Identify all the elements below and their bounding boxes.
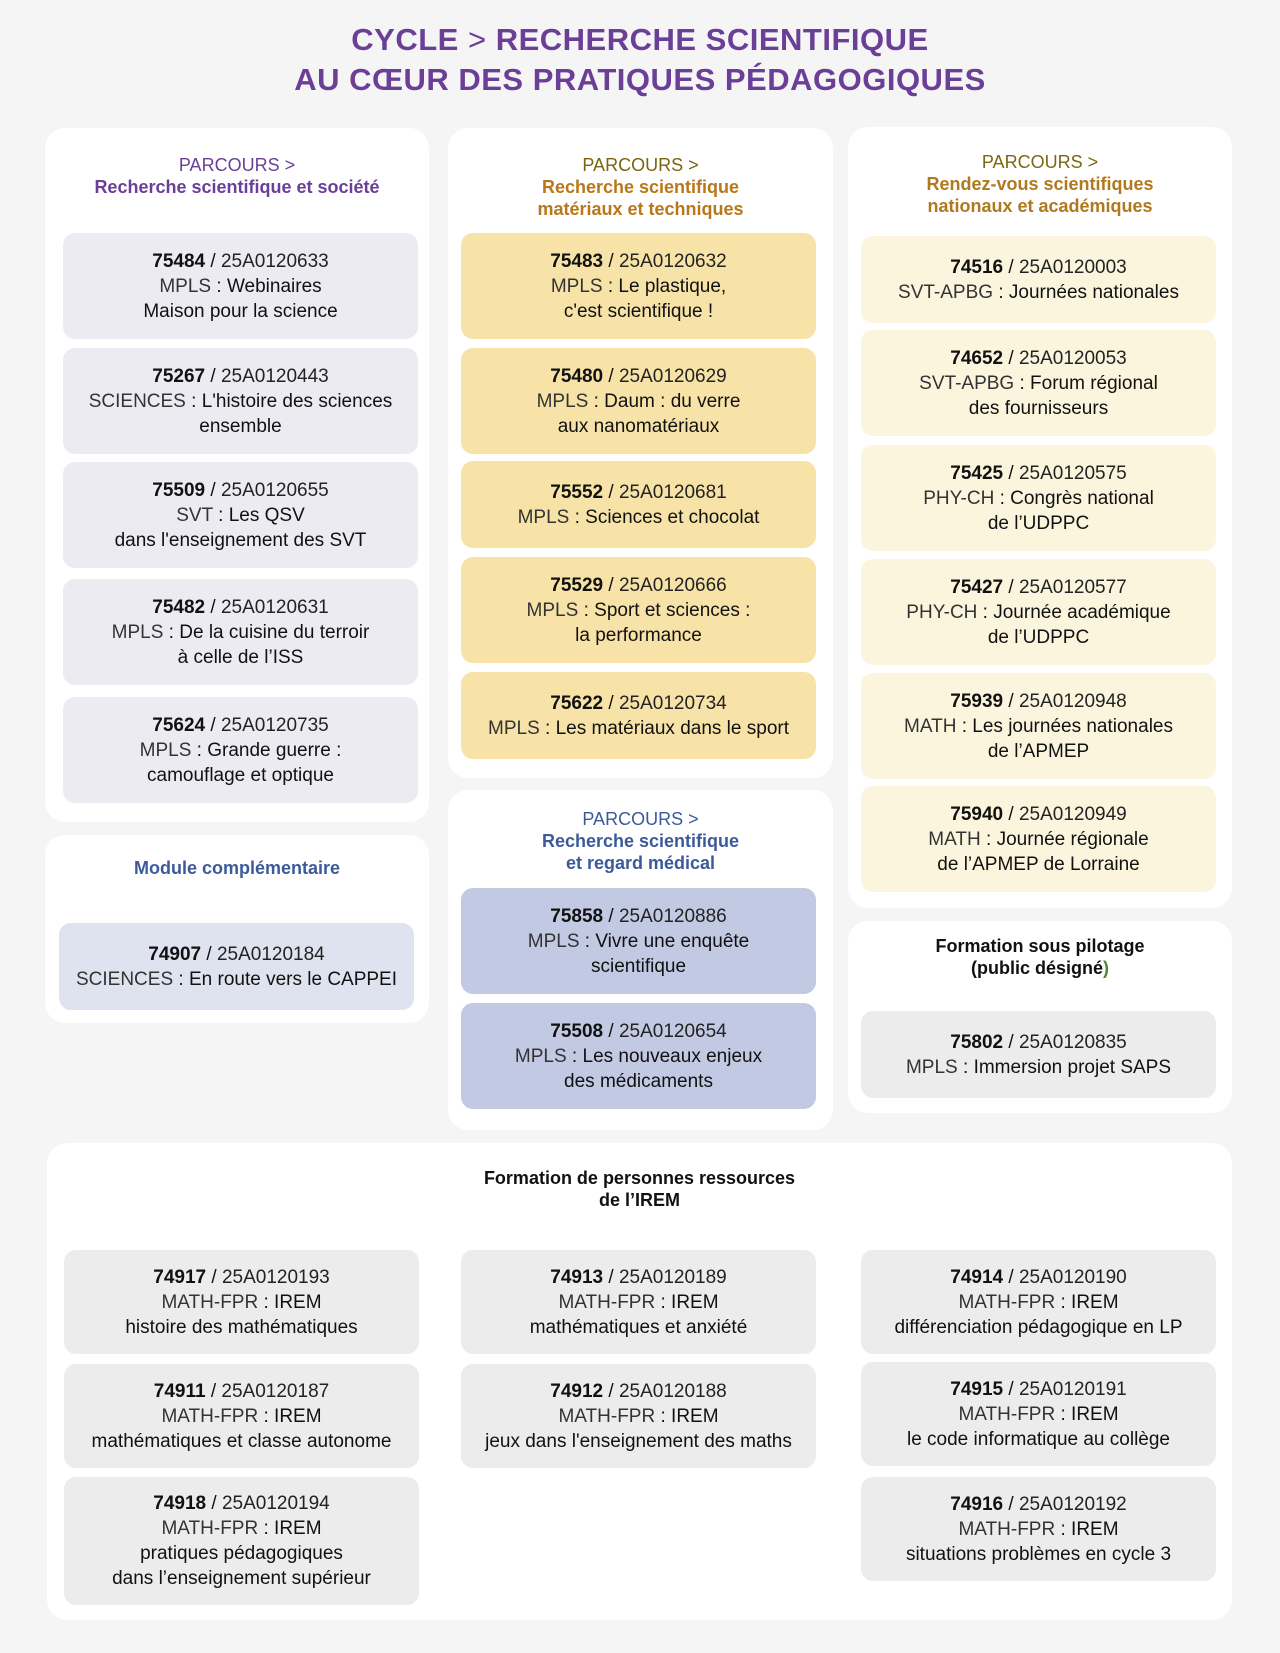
card-l1: IREM	[274, 1518, 322, 1539]
course-card	[63, 233, 418, 339]
card-ref: 25A0120835	[1018, 1031, 1127, 1053]
card-ref: 25A0120948	[1018, 690, 1127, 712]
card-ref: 25A0120188	[618, 1380, 727, 1402]
card-id: 75624	[152, 714, 206, 736]
card-domain: SCIENCES	[88, 390, 186, 412]
card-code: 75529 / 25A0120666	[550, 574, 727, 596]
card-domain: MPLS	[111, 621, 164, 643]
course-card	[461, 1364, 816, 1468]
card-code: 74652 / 25A0120053	[950, 347, 1127, 369]
card-domain: MPLS	[159, 275, 212, 297]
card-domain: MATH-FPR	[958, 1518, 1056, 1540]
card-title-line1: SCIENCES : L'histoire des sciences	[88, 390, 393, 412]
panel-header	[448, 154, 833, 220]
parcours-kicker: PARCOURS >	[582, 155, 699, 175]
parcours-kicker: PARCOURS >	[981, 152, 1099, 172]
card-code: 75622 / 25A0120734	[550, 692, 727, 714]
card-id: 74916	[950, 1493, 1004, 1515]
card-ref: 25A0120191	[1018, 1378, 1127, 1400]
card-code: 74911 / 25A0120187	[153, 1380, 330, 1402]
card-l2: Maison pour la science	[143, 300, 338, 322]
card-code: 74907 / 25A0120184	[148, 943, 325, 965]
course-card	[63, 579, 418, 685]
card-domain: MATH	[904, 715, 957, 737]
card-id: 75939	[950, 690, 1004, 712]
card-id: 75552	[550, 481, 604, 503]
card-l2: situations problèmes en cycle 3	[905, 1543, 1172, 1565]
card-l2: de l’APMEP	[987, 740, 1090, 762]
card-code: 75508 / 25A0120654	[550, 1020, 727, 1042]
page-title	[0, 20, 1280, 100]
card-id: 75802	[950, 1031, 1004, 1053]
card-l1: Les journées nationales	[972, 715, 1173, 737]
course-card	[861, 1362, 1216, 1466]
card-domain: MATH-FPR	[558, 1405, 656, 1427]
card-l2: mathématiques et classe autonome	[91, 1430, 392, 1452]
card-l1: Vivre une enquête	[595, 930, 750, 952]
course-card	[461, 461, 816, 548]
card-title-line1: MPLS : Le plastique,	[550, 275, 727, 297]
card-id: 75427	[950, 576, 1004, 598]
title-topic: RECHERCHE SCIENTIFIQUE	[495, 22, 929, 57]
card-code: 74914 / 25A0120190	[950, 1266, 1127, 1288]
card-domain: MATH-FPR	[161, 1518, 259, 1539]
card-title-line1: SVT-APBG : Journées nationales	[898, 281, 1179, 303]
module-name: Module complémentaire	[133, 858, 341, 878]
course-card	[861, 445, 1216, 551]
course-card	[861, 1250, 1216, 1354]
course-card	[63, 348, 418, 454]
panel-header	[848, 151, 1232, 217]
course-card	[64, 1364, 419, 1468]
course-card	[461, 1250, 816, 1354]
card-id: 75940	[950, 803, 1004, 825]
card-l2: à celle de l’ISS	[177, 646, 304, 668]
card-code: 75802 / 25A0120835	[950, 1031, 1127, 1053]
panel-header	[448, 808, 833, 874]
panel-header	[45, 857, 429, 879]
title-line2: AU CŒUR DES PRATIQUES PÉDAGOGIQUES	[294, 62, 986, 97]
card-id: 75508	[550, 1020, 604, 1042]
course-card	[461, 1003, 816, 1109]
course-card	[861, 786, 1216, 892]
card-id: 74914	[950, 1266, 1004, 1288]
parcours-name: Recherche scientifique et société	[94, 177, 380, 197]
course-card	[861, 1011, 1216, 1098]
card-l2: camouflage et optique	[147, 764, 334, 786]
card-ref: 25A0120734	[618, 692, 727, 714]
parcours-name-line2: matériaux et techniques	[537, 199, 744, 219]
card-ref: 25A0120577	[1018, 576, 1127, 598]
card-title-line1: MPLS : Les matériaux dans le sport	[488, 717, 789, 739]
card-title-line1: MATH-FPR : IREM	[958, 1518, 1119, 1540]
card-id: 75622	[550, 692, 604, 714]
card-title-line1: MPLS : Les nouveaux enjeux	[514, 1045, 763, 1067]
card-title-line1: PHY-CH : Congrès national	[923, 487, 1154, 509]
card-ref: 25A0120575	[1018, 462, 1127, 484]
card-id: 74911	[153, 1380, 206, 1402]
card-l1: Journée régionale	[996, 828, 1149, 850]
irem-name-line1: Formation de personnes ressources	[483, 1168, 796, 1188]
card-ref: 25A0120194	[221, 1493, 330, 1514]
card-l1: Forum régional	[1030, 372, 1158, 394]
card-l2: différenciation pédagogique en LP	[894, 1316, 1183, 1338]
card-l1: Le plastique,	[618, 275, 727, 297]
card-domain: MATH-FPR	[161, 1291, 259, 1313]
card-ref: 25A0120949	[1018, 803, 1127, 825]
card-id: 74907	[148, 943, 202, 965]
course-card	[461, 233, 816, 339]
card-code: 75624 / 25A0120735	[152, 714, 329, 736]
card-code: 75482 / 25A0120631	[152, 596, 329, 618]
card-ref: 25A0120053	[1018, 347, 1127, 369]
card-domain: MPLS	[905, 1056, 958, 1078]
card-ref: 25A0120735	[220, 714, 329, 736]
card-l2: de l’APMEP de Lorraine	[937, 853, 1140, 875]
parcours-name-line2: et regard médical	[565, 853, 716, 873]
card-domain: MPLS	[536, 390, 589, 412]
course-card	[461, 888, 816, 994]
card-domain: SVT	[176, 504, 213, 526]
card-title-line1: MPLS : De la cuisine du terroir	[111, 621, 370, 643]
card-l1: Journée académique	[993, 601, 1171, 623]
card-code: 74915 / 25A0120191	[950, 1378, 1127, 1400]
card-title-line1: MPLS : Sciences et chocolat	[517, 506, 760, 528]
card-title-line1: MATH : Les journées nationales	[904, 715, 1173, 737]
card-title-line1: MPLS : Daum : du verre	[536, 390, 741, 412]
card-ref: 25A0120629	[618, 365, 727, 387]
card-code: 74516 / 25A0120003	[950, 256, 1127, 278]
card-domain: SCIENCES	[75, 968, 174, 990]
card-title-line1: MATH-FPR : IREM	[161, 1405, 322, 1427]
card-id: 74516	[950, 256, 1004, 278]
card-title-line1: SVT : Les QSV	[176, 504, 305, 526]
card-id: 74917	[153, 1266, 207, 1288]
card-code: 74913 / 25A0120189	[550, 1266, 727, 1288]
parcours-name-line2: nationaux et académiques	[927, 196, 1153, 216]
card-title-line1: MATH-FPR : IREM	[161, 1291, 322, 1313]
pilotage-name-line2: (public désigné	[970, 958, 1103, 978]
card-domain: MPLS	[526, 599, 579, 621]
card-ref: 25A0120655	[220, 479, 329, 501]
card-id: 74912	[550, 1380, 604, 1402]
card-l1: IREM	[274, 1291, 322, 1313]
card-id: 75509	[152, 479, 206, 501]
card-id: 75267	[152, 365, 206, 387]
card-title-line1: MPLS : Vivre une enquête	[527, 930, 750, 952]
course-card	[861, 1477, 1216, 1581]
card-l1: Les matériaux dans le sport	[555, 717, 789, 739]
card-l1: Immersion projet SAPS	[973, 1056, 1172, 1078]
card-domain: PHY-CH	[923, 487, 995, 509]
parcours-kicker: PARCOURS >	[582, 809, 699, 829]
card-l2: ensemble	[199, 415, 282, 437]
course-card	[861, 236, 1216, 323]
course-card	[861, 559, 1216, 665]
card-l2: des médicaments	[564, 1070, 713, 1092]
card-l1: Daum : du verre	[604, 390, 741, 412]
course-card	[461, 348, 816, 454]
card-l2: aux nanomatériaux	[557, 415, 720, 437]
card-title-line1: MATH-FPR : IREM	[558, 1291, 719, 1313]
pilotage-paren: )	[1103, 958, 1109, 978]
parcours-name-line1: Rendez-vous scientifiques	[926, 174, 1154, 194]
card-l2: c'est scientifique !	[563, 300, 714, 322]
card-id: 75480	[550, 365, 604, 387]
card-id: 74918	[153, 1493, 207, 1514]
card-l1: Webinaires	[226, 275, 322, 297]
card-code: 75483 / 25A0120632	[550, 250, 727, 272]
course-card	[59, 923, 414, 1010]
card-ref: 25A0120192	[1018, 1493, 1127, 1515]
card-domain: PHY-CH	[906, 601, 978, 623]
card-id: 74913	[550, 1266, 604, 1288]
card-l1: IREM	[671, 1291, 719, 1313]
card-ref: 25A0120632	[618, 250, 727, 272]
card-code: 75940 / 25A0120949	[950, 803, 1127, 825]
course-card	[63, 697, 418, 803]
card-ref: 25A0120187	[221, 1380, 330, 1402]
card-title-line1: MATH-FPR : IREM	[958, 1291, 1119, 1313]
course-card	[861, 673, 1216, 779]
card-code: 74912 / 25A0120188	[550, 1380, 727, 1402]
card-l1: IREM	[671, 1405, 719, 1427]
course-card	[64, 1250, 419, 1354]
card-code: 74918 / 25A0120194	[153, 1493, 330, 1514]
card-l2: dans l'enseignement des SVT	[114, 529, 367, 551]
card-ref: 25A0120190	[1018, 1266, 1127, 1288]
card-l2: des fournisseurs	[968, 397, 1109, 419]
card-l1: Les nouveaux enjeux	[582, 1045, 763, 1067]
card-title-line1: MPLS : Immersion projet SAPS	[905, 1056, 1172, 1078]
card-id: 75482	[152, 596, 206, 618]
card-title-line1: MATH : Journée régionale	[928, 828, 1149, 850]
card-domain: MATH	[928, 828, 981, 850]
panel-header	[848, 935, 1232, 979]
course-card	[461, 557, 816, 663]
card-l2: de l’UDPPC	[987, 626, 1090, 648]
card-domain: MATH-FPR	[558, 1291, 656, 1313]
card-title-line1: MATH-FPR : IREM	[558, 1405, 719, 1427]
card-id: 74915	[950, 1378, 1004, 1400]
card-code: 74916 / 25A0120192	[950, 1493, 1127, 1515]
card-l1: IREM	[1071, 1291, 1119, 1313]
parcours-name-line1: Recherche scientifique	[541, 177, 740, 197]
card-l1: IREM	[274, 1405, 322, 1427]
card-l1: IREM	[1071, 1403, 1119, 1425]
card-ref: 25A0120193	[221, 1266, 330, 1288]
course-card	[861, 330, 1216, 436]
card-ref: 25A0120633	[220, 250, 329, 272]
card-ref: 25A0120666	[618, 574, 727, 596]
card-title-line1: MATH-FPR : IREM	[161, 1518, 322, 1539]
card-l1: Sport et sciences :	[594, 599, 751, 621]
card-domain: MATH-FPR	[958, 1291, 1056, 1313]
card-domain: MPLS	[517, 506, 570, 528]
parcours-name-line1: Recherche scientifique	[541, 831, 740, 851]
panel-header	[45, 154, 429, 198]
card-l2: le code informatique au collège	[906, 1428, 1170, 1450]
title-cycle: CYCLE	[351, 22, 459, 57]
card-domain: MPLS	[550, 275, 603, 297]
card-ref: 25A0120443	[220, 365, 329, 387]
card-ref: 25A0120003	[1018, 256, 1127, 278]
card-code: 74917 / 25A0120193	[153, 1266, 330, 1288]
card-l2: de l’UDPPC	[987, 512, 1090, 534]
title-separator: >	[467, 22, 487, 57]
card-id: 75858	[550, 905, 604, 927]
card-l2: la performance	[575, 624, 702, 646]
card-title-line1: PHY-CH : Journée académique	[906, 601, 1171, 623]
card-id: 75483	[550, 250, 604, 272]
card-domain: SVT-APBG	[898, 281, 994, 303]
card-domain: MPLS	[488, 717, 540, 739]
card-domain: MPLS	[527, 930, 580, 952]
card-id: 74652	[950, 347, 1004, 369]
card-ref: 25A0120681	[618, 481, 727, 503]
card-l1: Les QSV	[228, 504, 305, 526]
card-code: 75858 / 25A0120886	[550, 905, 727, 927]
card-title-line1: SCIENCES : En route vers le CAPPEI	[75, 968, 398, 990]
card-domain: MATH-FPR	[161, 1405, 259, 1427]
card-title-line1: MPLS : Sport et sciences :	[526, 599, 751, 621]
panel-header	[47, 1167, 1232, 1211]
card-l1: Sciences et chocolat	[585, 506, 760, 528]
pilotage-name-line1: Formation sous pilotage	[935, 936, 1145, 956]
card-l1: De la cuisine du terroir	[179, 621, 370, 643]
card-ref: 25A0120189	[618, 1266, 727, 1288]
card-code: 75425 / 25A0120575	[950, 462, 1127, 484]
card-l3: dans l’enseignement supérieur	[112, 1568, 371, 1589]
card-id: 75425	[950, 462, 1004, 484]
card-title-line1: MPLS : Webinaires	[159, 275, 322, 297]
card-code: 75480 / 25A0120629	[550, 365, 727, 387]
card-title-line1: MATH-FPR : IREM	[958, 1403, 1119, 1425]
card-l2: histoire des mathématiques	[125, 1316, 358, 1338]
card-l2: mathématiques et anxiété	[529, 1316, 748, 1338]
card-l1: Congrès national	[1010, 487, 1154, 509]
card-domain: MPLS	[139, 739, 192, 761]
card-ref: 25A0120654	[618, 1020, 727, 1042]
course-card	[63, 462, 418, 568]
card-code: 75484 / 25A0120633	[152, 250, 329, 272]
card-l2: jeux dans l'enseignement des maths	[485, 1430, 792, 1452]
card-l2: scientifique	[590, 955, 687, 977]
card-id: 75529	[550, 574, 604, 596]
card-code: 75509 / 25A0120655	[152, 479, 329, 501]
card-l1: L'histoire des sciences	[201, 390, 393, 412]
parcours-kicker: PARCOURS >	[178, 155, 296, 175]
card-ref: 25A0120631	[220, 596, 329, 618]
card-domain: SVT-APBG	[919, 372, 1015, 394]
card-id: 75484	[152, 250, 206, 272]
card-title-line1: SVT-APBG : Forum régional	[919, 372, 1158, 394]
card-ref: 25A0120184	[216, 943, 325, 965]
card-domain: MATH-FPR	[958, 1403, 1056, 1425]
course-card	[461, 672, 816, 759]
card-l1: Journées nationales	[1008, 281, 1179, 303]
course-card	[64, 1477, 419, 1605]
card-l2: pratiques pédagogiques	[140, 1543, 343, 1564]
card-code: 75552 / 25A0120681	[550, 481, 727, 503]
card-l1: En route vers le CAPPEI	[188, 968, 398, 990]
card-ref: 25A0120886	[618, 905, 727, 927]
card-code: 75939 / 25A0120948	[950, 690, 1127, 712]
card-title-line1: MPLS : Grande guerre :	[139, 739, 342, 761]
card-domain: MPLS	[514, 1045, 567, 1067]
card-l1: IREM	[1071, 1518, 1119, 1540]
card-code: 75427 / 25A0120577	[950, 576, 1127, 598]
card-code: 75267 / 25A0120443	[152, 365, 329, 387]
card-l1: Grande guerre :	[207, 739, 342, 761]
irem-name-line2: de l’IREM	[598, 1190, 680, 1210]
